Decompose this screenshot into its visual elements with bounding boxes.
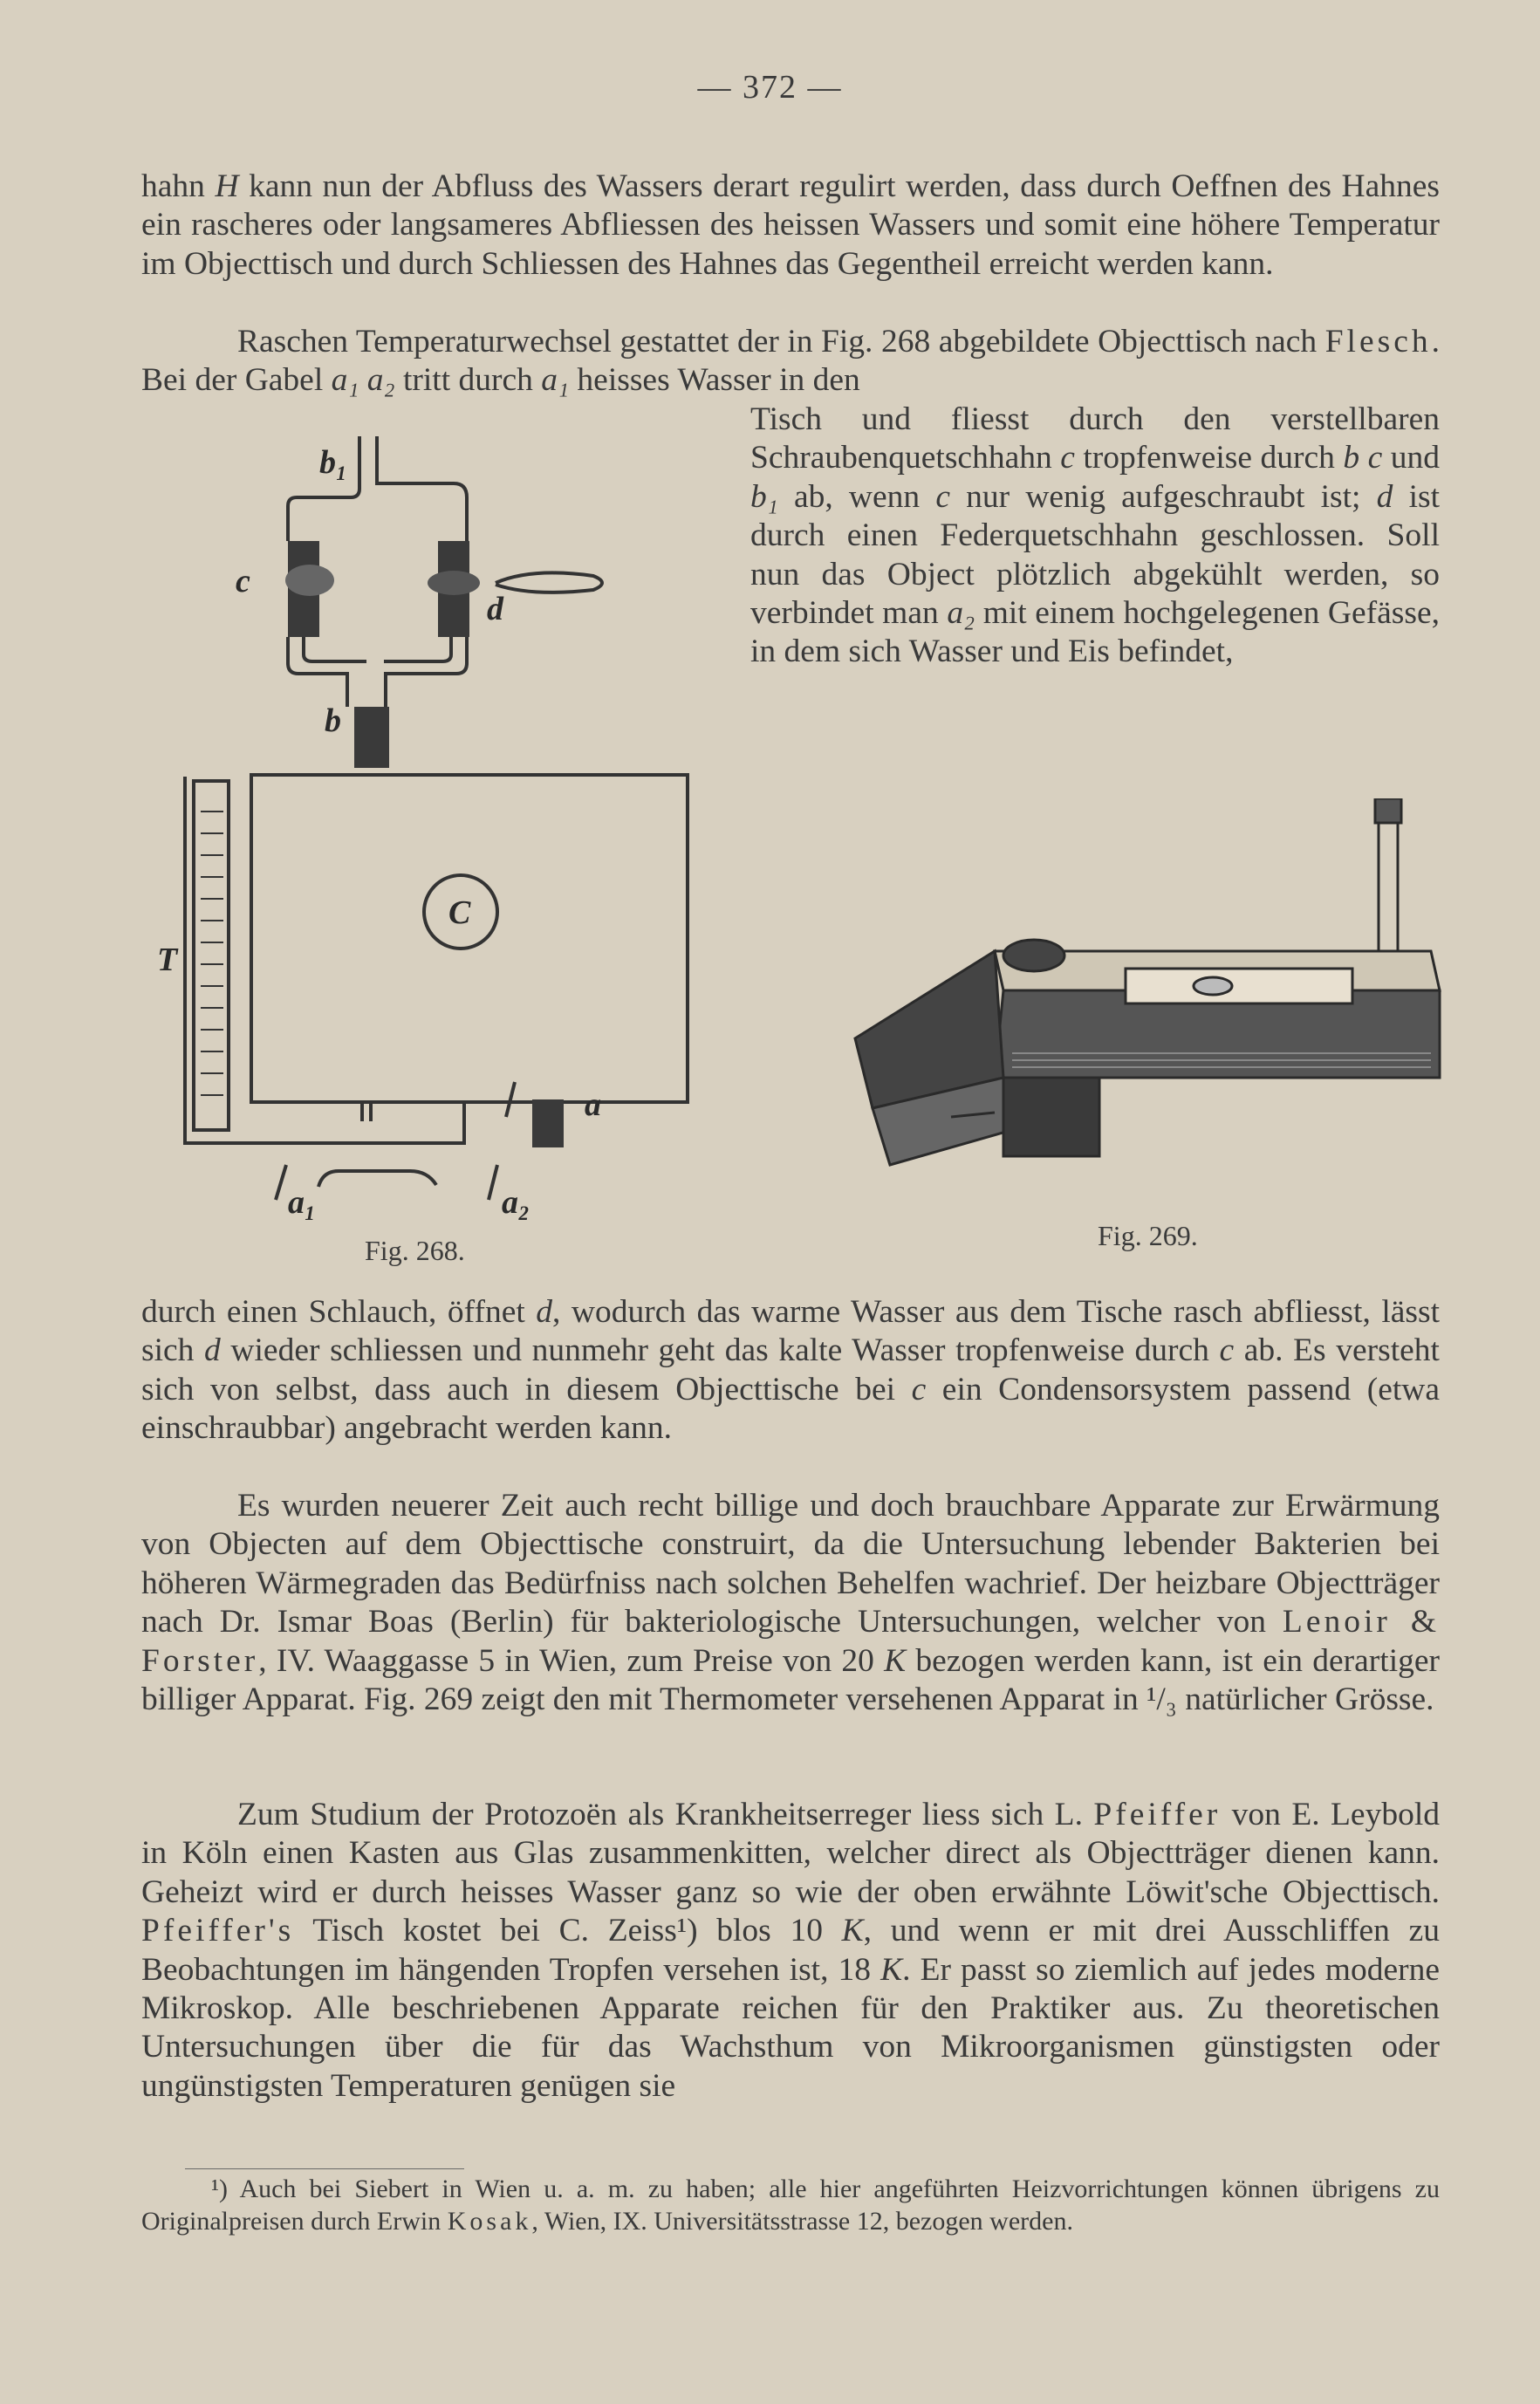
- symbol: c: [911, 1371, 927, 1407]
- footnote: [141, 2173, 1440, 2237]
- text-span: hahn: [141, 168, 216, 204]
- author-name: Flesch: [1324, 324, 1432, 360]
- rubber-tube-a: [532, 1099, 564, 1147]
- symbol: d: [536, 1294, 553, 1330]
- text-span: bezogen werden kann, ist ein derartiger billiger Apparat. Fig. 269 zeigt den mit Thermometer versehenen Apparat in ¹/₃ natürlicher Grösse.: [141, 1642, 1440, 1718]
- symbol: d: [1376, 478, 1393, 515]
- text-span: Raschen Temperaturwechsel gestattet der in Fig. 268 abgebildete Objecttisch nach: [237, 324, 1325, 360]
- text-span: . Bei der Gabel: [141, 324, 1440, 399]
- paragraph-1: [141, 168, 1440, 284]
- person-name: Kosak: [447, 2207, 532, 2236]
- label-a2: a₂: [502, 1184, 530, 1221]
- rubber-tube-b: [354, 707, 389, 768]
- thermometer-cap: [1375, 798, 1401, 823]
- label-b: b: [325, 702, 341, 739]
- tube-top-right: [377, 436, 467, 541]
- symbol: d: [204, 1332, 221, 1369]
- text-span: ab. Es versteht sich von selbst, dass auch in diesem Objecttische bei: [141, 1332, 1440, 1407]
- text-span: und: [1382, 440, 1440, 476]
- label-c: c: [236, 563, 250, 599]
- paragraph-3: [141, 1293, 1440, 1449]
- label-d: d: [487, 591, 503, 627]
- firm-name: Lenoir & Forster: [141, 1604, 1440, 1679]
- text-span: Es wurden neuerer Zeit auch recht billige und doch brauchbare Apparate zur Erwärmung von Objecten auf dem Objecttische construirt, da die Untersuchung lebender Bakterien bei höheren Wärmegraden das Bedürfniss nach solchen Behelfen wachrief. Der heizbare Objectträger nach Dr. Ismar Boas (Berlin) für bakteriologische Untersuchungen, welcher von: [141, 1488, 1440, 1640]
- text-span: tritt durch: [394, 362, 542, 399]
- symbol: a₁ a₂: [331, 362, 395, 399]
- label-C: C: [448, 894, 471, 931]
- screw-clamp-c: [285, 565, 334, 596]
- author-name: Pfeiffer: [1093, 1797, 1222, 1832]
- text-span: Tisch und fliesst durch den verstellbaren Schraubenquetschhahn: [750, 401, 1440, 476]
- label-b1: b₁: [319, 444, 348, 481]
- symbol: b₁: [750, 478, 778, 515]
- arrow-a2: [489, 1165, 497, 1200]
- label-T: T: [157, 942, 178, 978]
- arrow-a1: [276, 1165, 286, 1200]
- symbol: c: [935, 478, 950, 515]
- thermometer-scale: [201, 812, 223, 1095]
- figure-269: [838, 798, 1448, 1174]
- label-a: a: [585, 1086, 601, 1123]
- label-a1: a₁: [288, 1184, 317, 1221]
- dome: [1003, 940, 1064, 971]
- window-center: [1194, 977, 1232, 995]
- paragraph-4: [141, 1487, 1440, 1719]
- symbol: c: [1367, 440, 1383, 476]
- thermometer: [1379, 816, 1398, 955]
- text-span: ein Condensorsystem passend (etwa einschraubbar) angebracht werden kann.: [141, 1371, 1440, 1447]
- text-span: nur wenig aufgeschraubt ist;: [949, 478, 1377, 515]
- text-span: tropfenweise durch: [1074, 440, 1344, 476]
- text-span: , und wenn er mit drei Ausschliffen zu Beobachtungen im hängenden Tropfen versehen ist, 18: [141, 1913, 1440, 1988]
- symbol: c: [1219, 1332, 1235, 1369]
- tube-left-branch: [288, 637, 347, 707]
- figure-269-caption: Fig. 269.: [1098, 1220, 1198, 1251]
- text-span: Tisch kostet bei C. Zeiss¹) blos 10: [294, 1913, 842, 1949]
- footnote-rule: [185, 2168, 464, 2169]
- text-span: heisses Wasser in den: [569, 362, 860, 399]
- fork-a1a2: [318, 1171, 436, 1187]
- text-span: . Er passt so ziemlich auf jedes moderne Mikroskop. Alle beschriebenen Apparate reichen für den Praktiker aus. Zu theoretischen Untersuchungen über die für das Wachsthum von Mikroorganismen günstigsten oder ungünstigsten Temperaturen genügen sie: [141, 1951, 1440, 2104]
- symbol: a₁: [541, 362, 570, 399]
- glass-window: [1126, 969, 1352, 1003]
- text-span: ¹) Auch bei Siebert in Wien u. a. m. zu haben; alle hier angeführten Heizvorrichtungen können übrigens zu Originalpreisen durch Erwin: [141, 2175, 1440, 2236]
- text-span: wieder schliessen und nunmehr geht das kalte Wasser tropfenweise durch: [220, 1332, 1220, 1369]
- text-span: ist durch einen Federquetschhahn geschlossen. Soll nun das Object plötzlich abgekühlt werden, so verbindet man: [750, 478, 1441, 632]
- text-span: , IV. Waaggasse 5 in Wien, zum Preise von 20: [258, 1642, 885, 1679]
- figure-268: [148, 410, 724, 1230]
- bottom-connector: [362, 1102, 371, 1121]
- paragraph-2-continued: [750, 401, 1440, 672]
- figure-268-caption: Fig. 268.: [365, 1235, 465, 1266]
- text-span: von E. Leybold in Köln einen Kasten aus Glas zusammenkitten, welcher direct als Objectträger dienen kann. Geheizt wird er durch heisses Wasser ganz so wie der oben erwähnte Löwit'sche Objecttisch.: [141, 1797, 1440, 1910]
- text-span: mit einem hochgelegenen Gefässe, in dem sich Wasser und Eis befindet,: [750, 595, 1440, 670]
- text-span: [1359, 440, 1367, 476]
- text-span: , wodurch das warme Wasser aus dem Tische rasch abfliesst, lässt sich: [141, 1294, 1440, 1369]
- currency-symbol: K: [880, 1951, 903, 1988]
- symbol-h: H: [215, 168, 239, 204]
- text-span: ab, wenn: [777, 478, 936, 515]
- text-span: durch einen Schlauch, öffnet: [141, 1294, 537, 1330]
- symbol: a₂: [947, 595, 975, 632]
- currency-symbol: K: [841, 1913, 864, 1949]
- text-span: Zum Studium der Protozoën als Krankheitserreger liess sich L.: [237, 1797, 1094, 1832]
- spring-clamp-d: [496, 572, 602, 592]
- stand: [1003, 1078, 1099, 1156]
- symbol: b: [1343, 440, 1360, 476]
- paragraph-5: [141, 1796, 1440, 2106]
- text-span: , Wien, IX. Universitätsstrasse 12, bezogen werden.: [531, 2207, 1073, 2236]
- text-span: kann nun der Abfluss des Wassers derart regulirt werden, dass durch Oeffnen des Hahnes ein rascheres oder langsameres Abfliessen des heissen Wassers und somit eine höhere Temperatur im Objecttisch und durch Schliessen des Hahnes das Gegentheil erreicht werden kann.: [141, 168, 1440, 282]
- symbol: c: [1060, 440, 1075, 476]
- currency-symbol: K: [884, 1642, 907, 1679]
- clamp-pivot: [428, 571, 480, 595]
- stage-box: [251, 775, 688, 1102]
- tube-right-branch: [386, 637, 467, 707]
- author-name: Pfeiffer's: [141, 1913, 295, 1949]
- arrow-a: [506, 1082, 515, 1117]
- page-number: — 372 —: [697, 69, 843, 106]
- paragraph-2: [141, 323, 1440, 401]
